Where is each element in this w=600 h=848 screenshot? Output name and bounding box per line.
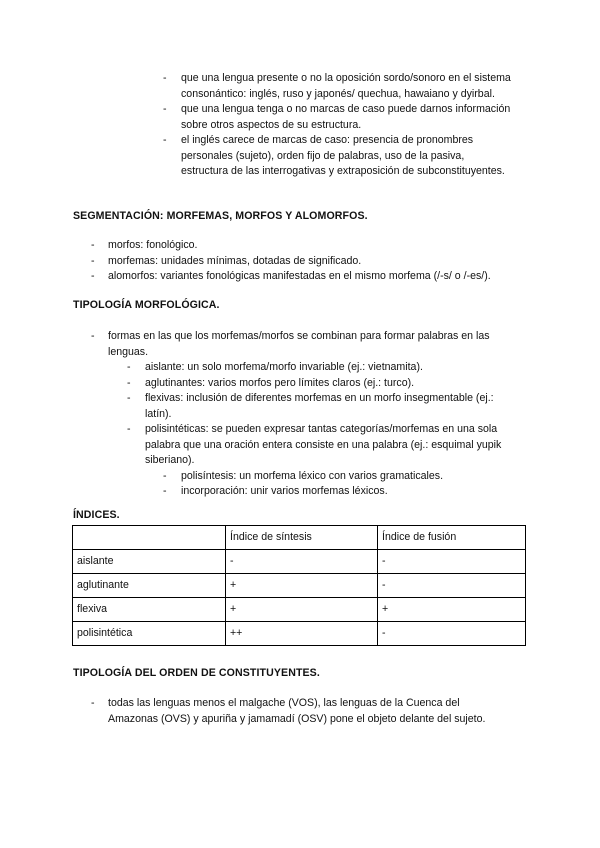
morphology-list [0, 329, 600, 500]
list-item: - polisintéticas: se pueden expresar tantas categorías/morfemas en una sola palabra que una oración entera consiste en una palabra (ej.: esquimal yupik siberiano). [0, 422, 600, 469]
table-row [73, 550, 526, 574]
table-cell: aglutinante [73, 574, 226, 598]
table-cell: ++ [226, 622, 378, 646]
table-cell: Índice de fusión [378, 526, 526, 550]
list-item: - incorporación: unir varios morfemas léxicos. [0, 484, 600, 500]
section-heading: TIPOLOGÍA MORFOLÓGICA. [73, 299, 220, 311]
segmentation-list [0, 238, 600, 285]
table-cell: - [378, 574, 526, 598]
table-cell: + [226, 598, 378, 622]
constituent-order-list [0, 696, 600, 727]
table-cell: - [378, 622, 526, 646]
list-item: - que una lengua presente o no la oposición sordo/sonoro en el sistema consonántico: inglés, ruso y japonés/ quechua, hawaiano y dyirbal. [0, 71, 600, 102]
table-cell: flexiva [73, 598, 226, 622]
table-cell: polisintética [73, 622, 226, 646]
indices-table [72, 525, 526, 646]
list-item: - todas las lenguas menos el malgache (VOS), las lenguas de la Cuenca del Amazonas (OVS) y apuriña y jamamadí (OSV) pone el objeto delante del sujeto. [0, 696, 600, 727]
list-item: - aislante: un solo morfema/morfo invariable (ej.: vietnamita). [0, 360, 600, 376]
table-cell: - [378, 550, 526, 574]
table-row [73, 574, 526, 598]
list-item: - morfemas: unidades mínimas, dotadas de significado. [0, 254, 600, 270]
table-row [73, 598, 526, 622]
table-cell: aislante [73, 550, 226, 574]
table-cell: - [226, 550, 378, 574]
list-item: - alomorfos: variantes fonológicas manifestadas en el mismo morfema (/-s/ o /-es/). [0, 269, 600, 285]
section-heading: ÍNDICES. [73, 509, 120, 521]
table-cell [73, 526, 226, 550]
list-item: - flexivas: inclusión de diferentes morfemas en un morfo insegmentable (ej.: latín). [0, 391, 600, 422]
list-item: - el inglés carece de marcas de caso: presencia de pronombres personales (sujeto), orden fijo de palabras, uso de la pasiva, estructura de las interrogativas y extraposición de subconstituyentes. [0, 133, 600, 180]
list-item: - polisíntesis: un morfema léxico con varios gramaticales. [0, 469, 600, 485]
section-heading: TIPOLOGÍA DEL ORDEN DE CONSTITUYENTES. [73, 667, 320, 679]
table-row [73, 622, 526, 646]
table-cell: + [226, 574, 378, 598]
table-cell: Índice de síntesis [226, 526, 378, 550]
table-header-row [73, 526, 526, 550]
list-item: - aglutinantes: varios morfos pero límites claros (ej.: turco). [0, 376, 600, 392]
list-item: - que una lengua tenga o no marcas de caso puede darnos información sobre otros aspectos de su estructura. [0, 102, 600, 133]
intro-list [0, 71, 600, 180]
section-heading: SEGMENTACIÓN: MORFEMAS, MORFOS Y ALOMORFOS. [73, 210, 368, 222]
table-cell: + [378, 598, 526, 622]
list-item: - morfos: fonológico. [0, 238, 600, 254]
list-item: - formas en las que los morfemas/morfos se combinan para formar palabras en las lenguas. [0, 329, 600, 360]
